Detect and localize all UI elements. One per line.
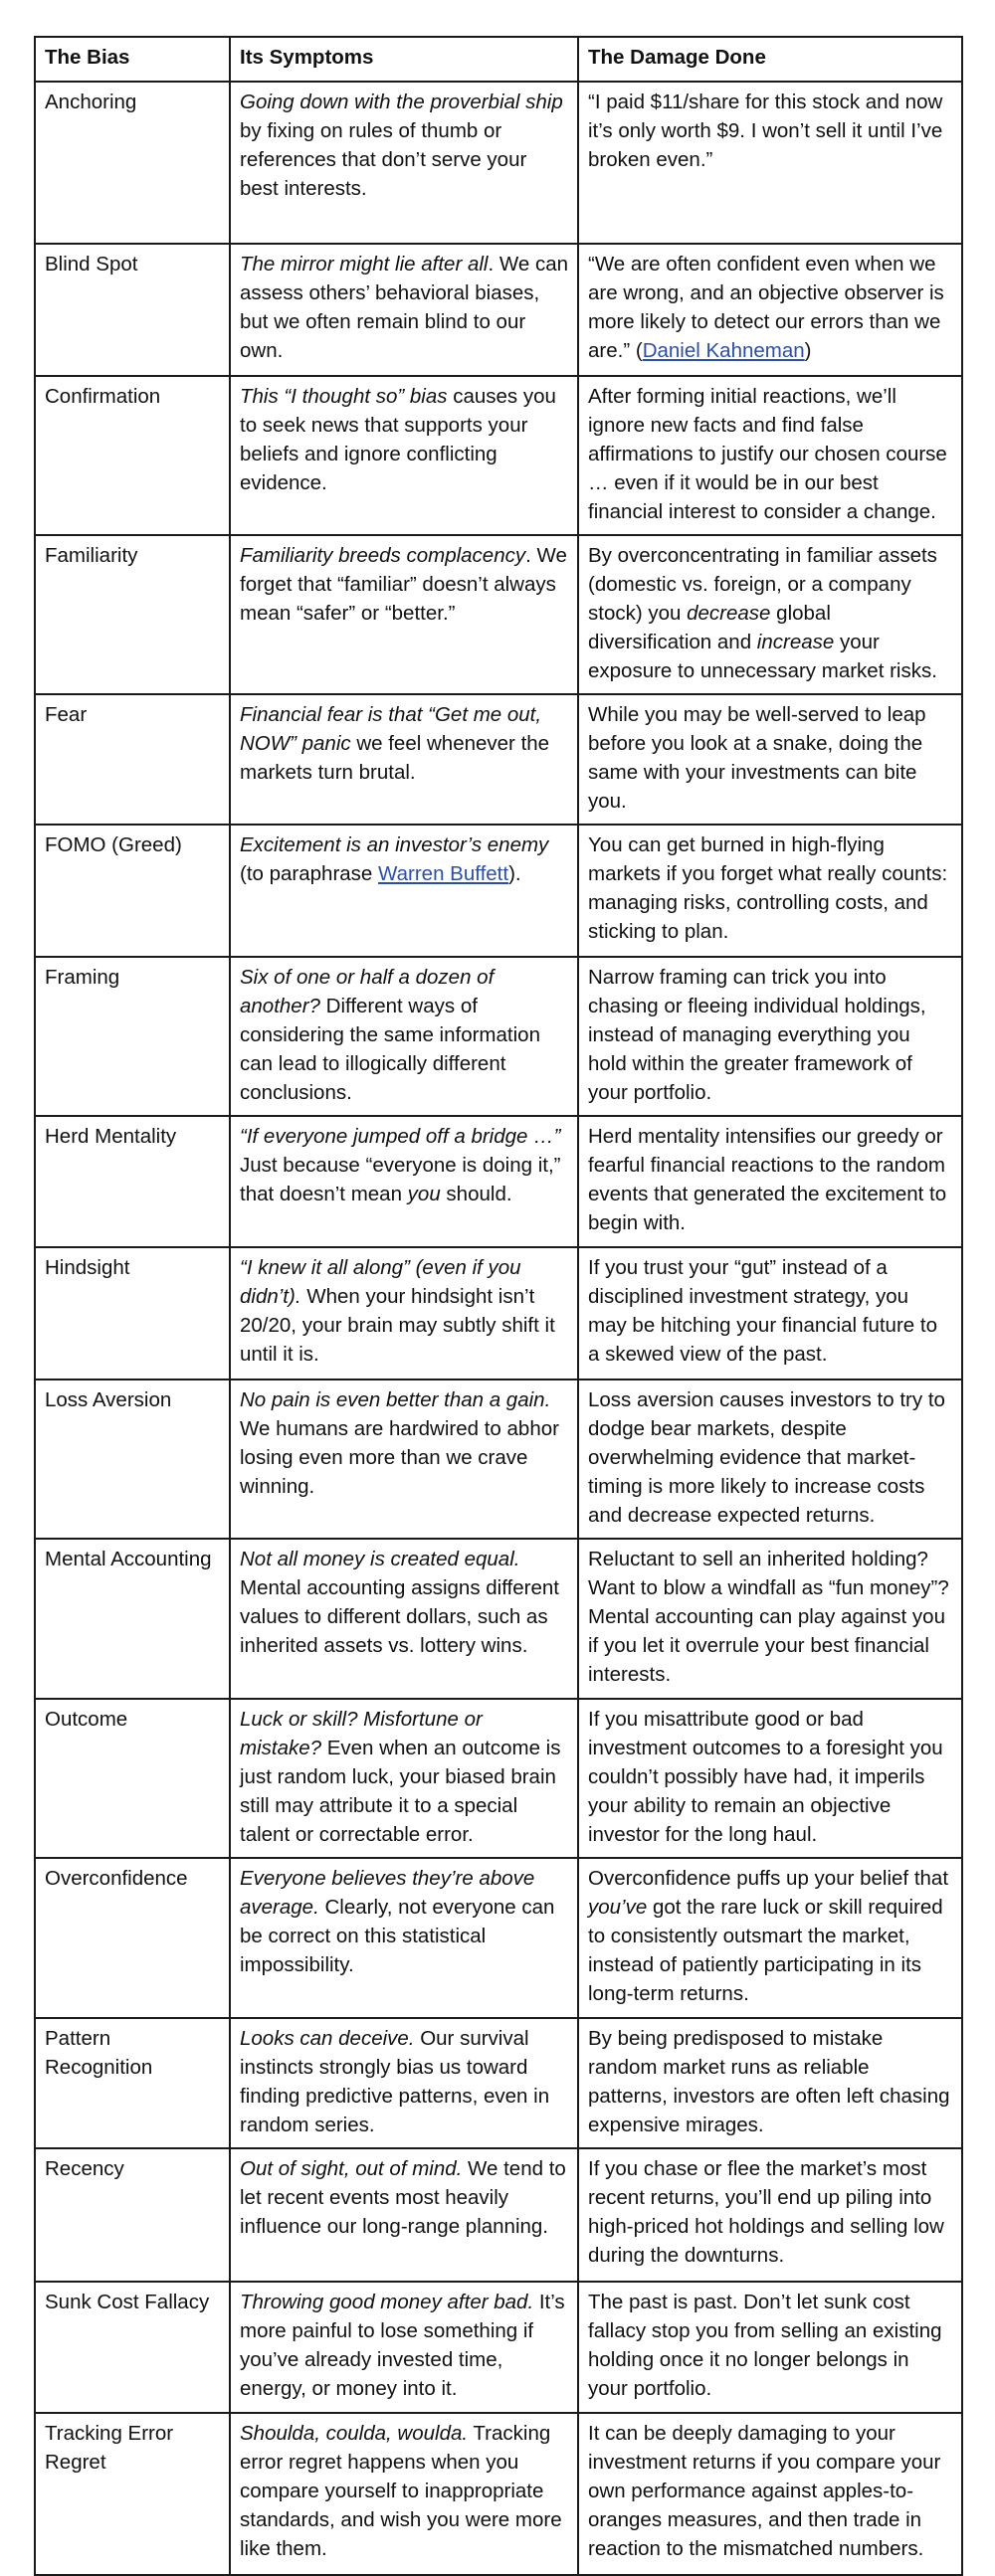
symptom-emphasis: Out of sight, out of mind. [240,2157,463,2180]
symptom-emphasis: “If everyone jumped off a bridge …” [240,1125,561,1148]
symptom-cell [230,957,578,1116]
table-row [35,1116,962,1247]
symptom-cell [230,2413,578,2575]
symptom-emphasis: This “I thought so” bias [240,385,448,408]
bias-name: Mental Accounting [35,1539,230,1699]
damage-text: got the rare luck or skill required to consistently outsmart the market, instead of patiently participating in its long-term returns. [588,1896,943,2005]
bias-name: Fear [35,694,230,825]
symptom-cell [230,694,578,825]
damage-cell: The past is past. Don’t let sunk cost fallacy stop you from selling an existing holding once it no longer belongs in your portfolio. [578,2282,962,2413]
symptom-emphasis: Familiarity breeds complacency [240,544,526,567]
symptom-cell [230,1380,578,1539]
symptom-emphasis: Financial fear is that “Get me out, NOW” panic [240,703,542,755]
damage-cell: If you trust your “gut” instead of a disciplined investment strategy, you may be hitching your financial future to a skewed view of the past. [578,1247,962,1380]
symptom-emphasis: Six of one or half a dozen of another? [240,966,495,1017]
damage-cell [578,1858,962,2018]
header-row [35,37,962,82]
symptom-text: Our survival instincts strongly bias us toward finding predictive patterns, even in random series. [240,2027,550,2136]
damage-text: “We are often confident even when we are wrong, and an objective observer is more likely to detect our errors than we are.” ( [588,253,944,362]
symptom-emphasis: The mirror might lie after all [240,253,489,276]
table-row [35,2413,962,2575]
symptom-emphasis: Not all money is created equal. [240,1548,520,1570]
header-bias: The Bias [35,37,230,82]
symptom-text: . We can assess others’ behavioral biases, but we often remain blind to our own. [240,253,569,362]
symptom-cell [230,376,578,535]
symptom-cell [230,2148,578,2282]
symptom-text: We humans are hardwired to abhor losing even more than we crave winning. [240,1417,559,1498]
symptom-cell [230,825,578,957]
table-row [35,2018,962,2148]
symptom-text: (to paraphrase [240,862,379,885]
bias-name: Hindsight [35,1247,230,1380]
symptom-text: Even when an outcome is just random luck, your biased brain still may attribute it to a special talent or correctable error. [240,1737,561,1846]
symptom-text: we feel whenever the markets turn brutal. [240,732,550,784]
buffett-link[interactable]: Warren Buffett [378,862,509,885]
symptom-emphasis: Everyone believes they’re above average. [240,1867,535,1919]
symptom-emphasis: Going down with the proverbial ship [240,91,563,113]
damage-text: global diversification and [588,602,831,653]
symptom-emphasis: Excitement is an investor’s enemy [240,833,549,856]
damage-text: Overconfidence puffs up your belief that [588,1867,949,1890]
bias-name: Outcome [35,1699,230,1858]
symptom-cell [230,1858,578,2018]
table-row [35,1858,962,2018]
bias-name: Familiarity [35,535,230,694]
symptom-emphasis: you [407,1183,441,1205]
damage-cell: If you chase or flee the market’s most recent returns, you’ll end up piling into high-priced hot holdings and selling low during the downturns. [578,2148,962,2282]
symptom-text: . We forget that “familiar” doesn’t always mean “safer” or “better.” [240,544,567,625]
symptom-text: should. [440,1183,512,1205]
symptom-text: Mental accounting assigns different values to different dollars, such as inherited assets vs. lottery wins. [240,1576,559,1657]
damage-cell: You can get burned in high-flying markets if you forget what really counts: managing risks, controlling costs, and sticking to plan. [578,825,962,957]
bias-name: Framing [35,957,230,1116]
symptom-cell [230,1539,578,1699]
table-row [35,1539,962,1699]
damage-cell: By being predisposed to mistake random market runs as reliable patterns, investors are often left chasing expensive mirages. [578,2018,962,2148]
symptom-emphasis: “I knew it all along” (even if you didn’t). [240,1256,521,1308]
symptom-cell [230,1116,578,1247]
symptom-text: We tend to let recent events most heavily influence our long-range planning. [240,2157,566,2238]
table-row [35,1699,962,1858]
bias-name: Tracking Error Regret [35,2413,230,2575]
damage-cell: After forming initial reactions, we’ll ignore new facts and find false affirmations to justify our chosen course … even if it would be in our best financial interest to consider a change. [578,376,962,535]
table-row [35,957,962,1116]
symptom-cell [230,1699,578,1858]
symptom-text: by fixing on rules of thumb or references that don’t serve your best interests. [240,119,527,200]
symptom-text: Different ways of considering the same information can lead to illogically different conclusions. [240,995,540,1104]
symptom-cell [230,2282,578,2413]
bias-name: Herd Mentality [35,1116,230,1247]
symptom-text: Tracking error regret happens when you compare yourself to inappropriate standards, and wish you were more like them. [240,2422,562,2560]
header-damage: The Damage Done [578,37,962,82]
damage-cell [578,244,962,376]
table-row [35,82,962,244]
damage-cell: It can be deeply damaging to your investment returns if you compare your own performance against apples-to-oranges measures, and then trade in reaction to the mismatched numbers. [578,2413,962,2575]
bias-table [34,36,963,2576]
bias-name: Pattern Recognition [35,2018,230,2148]
table-row [35,1247,962,1380]
bias-name: Blind Spot [35,244,230,376]
symptom-cell [230,82,578,244]
kahneman-link[interactable]: Daniel Kahneman [642,339,805,362]
table-row [35,376,962,535]
table-row [35,535,962,694]
table-row [35,244,962,376]
symptom-text: Just because “everyone is doing it,” that doesn’t mean [240,1154,561,1205]
bias-name: Overconfidence [35,1858,230,2018]
symptom-emphasis: Shoulda, coulda, woulda. [240,2422,469,2445]
bias-name: Confirmation [35,376,230,535]
damage-emphasis: increase [756,631,835,653]
bias-name: Anchoring [35,82,230,244]
symptom-text: When your hindsight isn’t 20/20, your brain may subtly shift it until it is. [240,1285,555,1366]
damage-cell: Loss aversion causes investors to try to dodge bear markets, despite overwhelming evidence that market-timing is more likely to increase costs and decrease expected returns. [578,1380,962,1539]
damage-cell: “I paid $11/share for this stock and now it’s only worth $9. I won’t sell it until I’ve broken even.” [578,82,962,244]
damage-emphasis: you’ve [588,1896,648,1919]
table-row [35,2282,962,2413]
symptom-cell [230,244,578,376]
symptom-text: ). [508,862,521,885]
bias-name: Loss Aversion [35,1380,230,1539]
symptom-cell [230,535,578,694]
damage-cell: Herd mentality intensifies our greedy or fearful financial reactions to the random events that generated the excitement to begin with. [578,1116,962,1247]
damage-text: your exposure to unnecessary market risks. [588,631,937,682]
table-row [35,2148,962,2282]
symptom-emphasis: Luck or skill? Misfortune or mistake? [240,1708,483,1759]
symptom-emphasis: No pain is even better than a gain. [240,1388,551,1411]
damage-cell: While you may be well-served to leap before you look at a snake, doing the same with your investments can bite you. [578,694,962,825]
damage-text: ) [804,339,812,362]
symptom-text: causes you to seek news that supports your beliefs and ignore conflicting evidence. [240,385,556,494]
bias-name: FOMO (Greed) [35,825,230,957]
bias-name: Sunk Cost Fallacy [35,2282,230,2413]
damage-emphasis: decrease [687,602,771,625]
symptom-cell [230,1247,578,1380]
symptom-cell [230,2018,578,2148]
symptom-text: It’s more painful to lose something if you’ve already invested time, energy, or money into it. [240,2291,565,2400]
damage-cell: Reluctant to sell an inherited holding? Want to blow a windfall as “fun money”? Mental accounting can play against you if you let it overrule your best financial interests. [578,1539,962,1699]
table-row [35,825,962,957]
header-symptoms: Its Symptoms [230,37,578,82]
symptom-emphasis: Looks can deceive. [240,2027,415,2050]
damage-cell: Narrow framing can trick you into chasing or fleeing individual holdings, instead of managing everything you hold within the greater framework of your portfolio. [578,957,962,1116]
bias-name: Recency [35,2148,230,2282]
damage-text: By overconcentrating in familiar assets (domestic vs. foreign, or a company stock) you [588,544,937,625]
table-row [35,694,962,825]
symptom-emphasis: Throwing good money after bad. [240,2291,534,2313]
symptom-text: Clearly, not everyone can be correct on this statistical impossibility. [240,1896,555,1976]
damage-cell: If you misattribute good or bad investment outcomes to a foresight you couldn’t possibly have had, it imperils your ability to remain an objective investor for the long haul. [578,1699,962,1858]
damage-cell [578,535,962,694]
table-row [35,1380,962,1539]
